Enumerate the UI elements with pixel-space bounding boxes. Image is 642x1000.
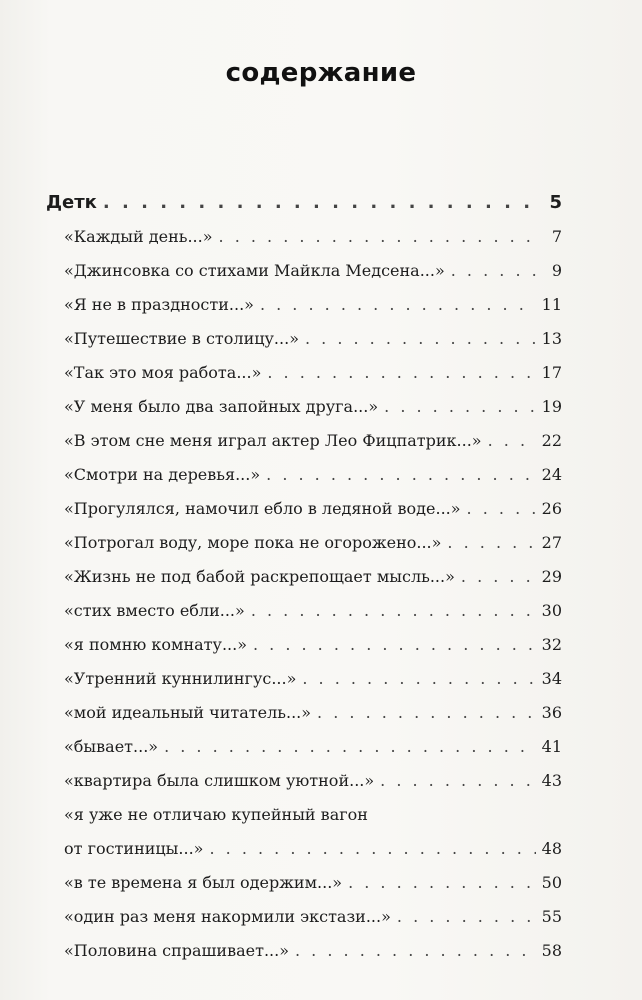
toc-entry-label-line1: «я уже не отличаю купейный вагон [64, 805, 368, 824]
toc-entry[interactable] [46, 220, 562, 254]
toc-page-number: 55 [541, 907, 562, 926]
toc-entry[interactable] [46, 662, 562, 696]
toc-entry-label: «Я не в праздности...» [64, 295, 254, 314]
leader-dots [164, 730, 536, 764]
toc-entry-label: «бывает...» [64, 737, 159, 756]
leader-dots [461, 560, 536, 594]
toc-entry[interactable] [46, 594, 562, 628]
toc-entry-label: «У меня было два запойных друга...» [64, 397, 379, 416]
leader-dots [488, 424, 536, 458]
toc-page-number: 22 [541, 431, 562, 450]
toc-entry[interactable] [46, 322, 562, 356]
leader-dots [305, 322, 536, 356]
leader-dots [302, 662, 535, 696]
toc-entry-label: «Каждый день...» [64, 227, 213, 246]
toc-entry[interactable] [46, 254, 562, 288]
toc-entry-label: «Половина спрашивает...» [64, 941, 289, 960]
toc-page-number: 7 [551, 227, 562, 246]
toc-page-number: 13 [541, 329, 562, 348]
toc-page-number: 17 [541, 363, 562, 382]
page-title: содержание [225, 58, 417, 88]
toc-entry[interactable] [46, 458, 562, 492]
leader-dots [260, 288, 536, 322]
toc-entry-label: «один раз меня накормили экстази...» [64, 907, 391, 926]
toc-entry[interactable] [46, 866, 562, 900]
toc-entry[interactable] [46, 900, 562, 934]
toc-entry[interactable] [46, 934, 562, 968]
leader-dots [397, 900, 536, 934]
toc-entry-label: «Путешествие в столицу...» [64, 329, 299, 348]
toc-entry[interactable] [46, 356, 562, 390]
toc-entry[interactable] [46, 424, 562, 458]
leader-dots [103, 186, 538, 220]
toc-page-number: 43 [541, 771, 562, 790]
toc-section-entry[interactable] [46, 186, 562, 220]
toc-page-number: 11 [541, 295, 562, 314]
toc-entry-line2 [64, 832, 562, 866]
toc-entry[interactable] [46, 730, 562, 764]
toc-page-number: 48 [541, 839, 562, 858]
toc-page-number: 5 [549, 192, 562, 213]
toc-entry[interactable] [46, 696, 562, 730]
toc-entry[interactable] [46, 764, 562, 798]
toc-entry[interactable] [46, 390, 562, 424]
toc-page-number: 36 [541, 703, 562, 722]
leader-dots [251, 594, 536, 628]
toc-entry-label: «мой идеальный читатель...» [64, 703, 312, 722]
toc-page-number: 9 [551, 261, 562, 280]
toc-page-number: 32 [541, 635, 562, 654]
leader-dots [267, 356, 535, 390]
leader-dots [451, 254, 538, 288]
toc-entry[interactable] [46, 526, 562, 560]
toc-page-number: 50 [541, 873, 562, 892]
toc-page-number: 19 [541, 397, 562, 416]
toc-page-number: 24 [541, 465, 562, 484]
toc-page-number: 29 [541, 567, 562, 586]
leader-dots [219, 220, 538, 254]
leader-dots [348, 866, 536, 900]
toc-entry-label: «В этом сне меня играл актер Лео Фицпатрик...» [64, 431, 482, 450]
toc-entry[interactable] [46, 288, 562, 322]
toc-entry-label: «в те времена я был одержим...» [64, 873, 343, 892]
toc-entry-label: «стих вместо ебли...» [64, 601, 245, 620]
toc-page-number: 26 [541, 499, 562, 518]
leader-dots [266, 458, 536, 492]
leader-dots [380, 764, 535, 798]
toc-entry-label: «Прогулялся, намочил ебло в ледяной воде...» [64, 499, 461, 518]
toc-page-number: 41 [541, 737, 562, 756]
toc-entry[interactable] [46, 492, 562, 526]
toc-page-number: 27 [541, 533, 562, 552]
toc-entry-label: «я помню комнату...» [64, 635, 247, 654]
toc-entry-label: «Утренний куннилингус...» [64, 669, 297, 688]
leader-dots [295, 934, 536, 968]
toc-entry-label: «Смотри на деревья...» [64, 465, 261, 484]
toc-page-number: 30 [541, 601, 562, 620]
toc-section-label: Детк [46, 192, 97, 213]
toc-entry-multiline[interactable] [46, 798, 562, 866]
leader-dots [384, 390, 536, 424]
toc-page-number: 34 [541, 669, 562, 688]
toc-entry-label: «Жизнь не под бабой раскрепощает мысль...» [64, 567, 455, 586]
leader-dots [467, 492, 536, 526]
toc-entry[interactable] [46, 628, 562, 662]
toc-entry-label-line2: от гостиницы...» [64, 839, 204, 858]
toc-entry-label: «Так это моя работа...» [64, 363, 262, 382]
toc-entry-label: «квартира была слишком уютной...» [64, 771, 375, 790]
toc-entry[interactable] [46, 560, 562, 594]
toc-entry-label: «Потрогал воду, море пока не огорожено...» [64, 533, 442, 552]
leader-dots [447, 526, 535, 560]
leader-dots [209, 832, 535, 866]
leader-dots [317, 696, 536, 730]
toc-page-number: 58 [541, 941, 562, 960]
leader-dots [253, 628, 536, 662]
toc-entry-label: «Джинсовка со стихами Майкла Медсена...» [64, 261, 445, 280]
table-of-contents [46, 186, 562, 968]
